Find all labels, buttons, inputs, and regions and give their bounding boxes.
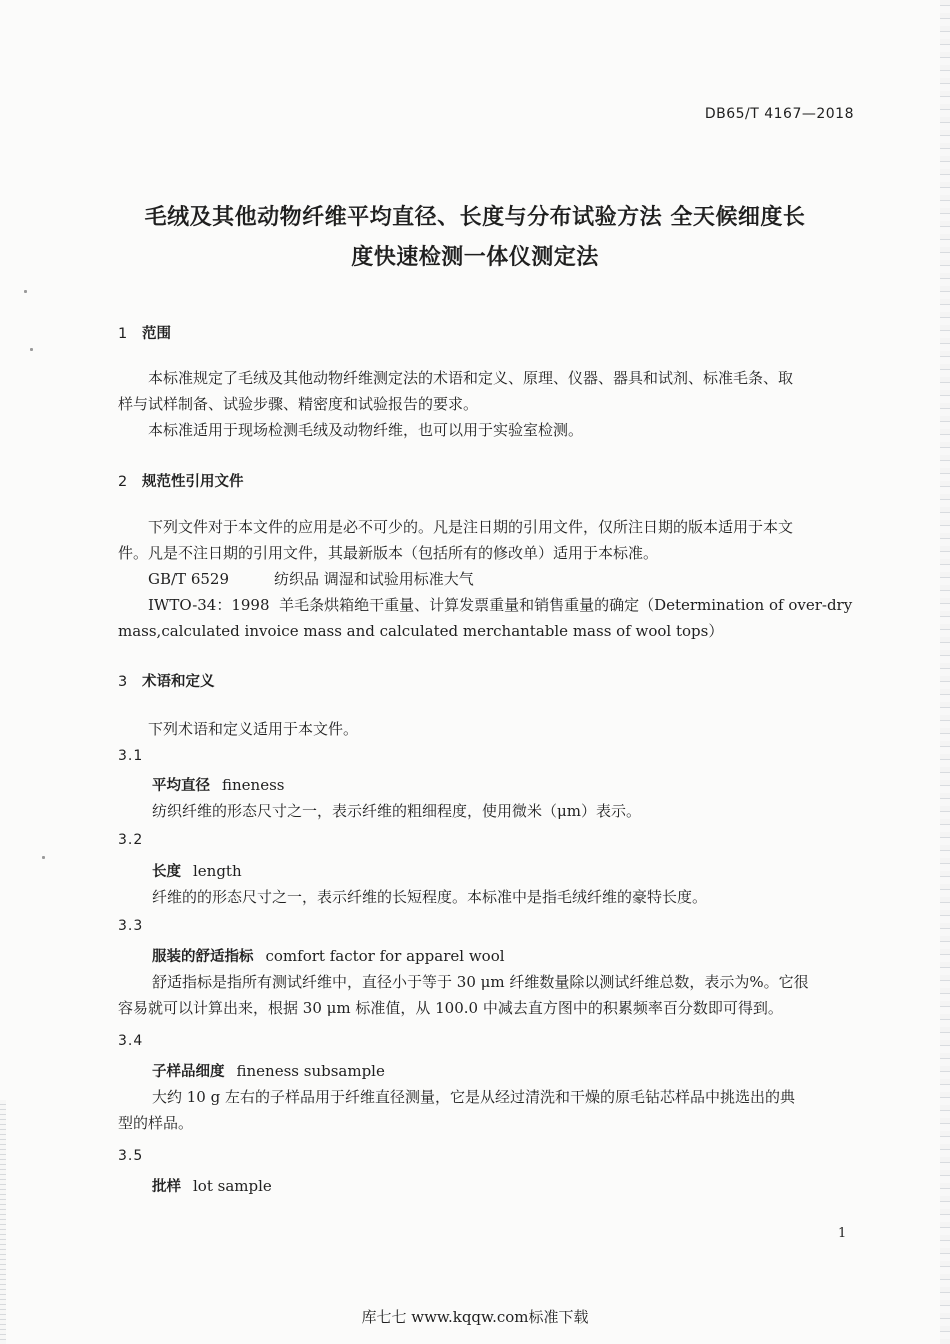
- clause-number: 3.2: [118, 832, 144, 848]
- term-heading: [152, 1175, 272, 1196]
- standard-number: DB65/T 4167—2018: [704, 106, 854, 122]
- term-zh: 平均直径: [152, 778, 210, 794]
- term-en: comfort factor for apparel wool: [265, 947, 505, 965]
- document-title-line1: 毛绒及其他动物纤维平均直径、长度与分布试验方法 全天候细度长: [144, 205, 806, 230]
- term-en: lot sample: [193, 1177, 272, 1195]
- document-title-line2: 度快速检测一体仪测定法: [351, 245, 599, 270]
- clause-number: 3.1: [118, 748, 144, 764]
- scan-speck: [42, 856, 45, 859]
- term-heading: [152, 774, 284, 795]
- term-heading: [152, 860, 242, 881]
- term-en: fineness: [222, 776, 285, 794]
- term-definition: 型的样品。: [118, 1114, 194, 1132]
- term-en: fineness subsample: [236, 1062, 385, 1080]
- clause-number: 3.4: [118, 1033, 144, 1049]
- section-title: 规范性引用文件: [142, 474, 244, 490]
- section-3-heading: [118, 670, 215, 691]
- section-title: 术语和定义: [142, 674, 215, 690]
- section-number: 3: [118, 674, 128, 690]
- section-1-heading: [118, 322, 171, 343]
- reference-title: 羊毛条烘箱绝干重量、计算发票重量和销售重量的确定（Determination of over-dry: [279, 596, 853, 614]
- clause-number: 3.3: [118, 918, 144, 934]
- reference-continuation: mass,calculated invoice mass and calculated merchantable mass of wool tops）: [118, 622, 724, 640]
- section-2-heading: [118, 470, 244, 491]
- term-heading: [152, 945, 505, 966]
- paragraph-line: 下列术语和定义适用于本文件。: [148, 720, 359, 738]
- paragraph-line: 下列文件对于本文件的应用是必不可少的。凡是注日期的引用文件，仅所注日期的版本适用于本文: [148, 518, 794, 536]
- section-title: 范围: [142, 326, 171, 342]
- reference-code: GB/T 6529: [148, 570, 230, 588]
- paragraph-line: 件。凡是不注日期的引用文件，其最新版本（包括所有的修改单）适用于本标准。: [118, 544, 659, 562]
- section-number: 1: [118, 326, 128, 342]
- paragraph-line: 样与试样制备、试验步骤、精密度和试验报告的要求。: [118, 395, 479, 413]
- reference-item: [148, 568, 474, 589]
- term-definition: 纤维的的形态尺寸之一，表示纤维的长短程度。本标准中是指毛绒纤维的豪特长度。: [152, 888, 708, 906]
- term-zh: 批样: [152, 1179, 181, 1195]
- reference-item: [148, 594, 852, 615]
- clause-number: 3.5: [118, 1148, 144, 1164]
- footer-watermark: 库七七 www.kqqw.com标准下载: [361, 1308, 589, 1326]
- term-heading: [152, 1060, 385, 1081]
- page-number: 1: [838, 1226, 847, 1241]
- scan-speck: [30, 348, 33, 351]
- term-zh: 服装的舒适指标: [152, 949, 254, 965]
- term-en: length: [193, 862, 242, 880]
- term-zh: 长度: [152, 864, 181, 880]
- paragraph-line: 本标准适用于现场检测毛绒及动物纤维，也可以用于实验室检测。: [148, 421, 584, 439]
- section-number: 2: [118, 474, 128, 490]
- term-definition: 大约 10 g 左右的子样品用于纤维直径测量，它是从经过清洗和干燥的原毛钻芯样品中挑选出的典: [152, 1088, 795, 1106]
- reference-title: 纺织品 调湿和试验用标准大气: [274, 570, 474, 588]
- reference-code: IWTO-34：1998: [148, 596, 270, 614]
- term-definition: 纺织纤维的形态尺寸之一，表示纤维的粗细程度，使用微米（μm）表示。: [152, 802, 641, 820]
- term-zh: 子样品细度: [152, 1064, 225, 1080]
- scan-speck: [24, 290, 27, 293]
- term-definition: 舒适指标是指所有测试纤维中，直径小于等于 30 μm 纤维数量除以测试纤维总数，表示为%。它很: [152, 973, 809, 991]
- paragraph-line: 本标准规定了毛绒及其他动物纤维测定法的术语和定义、原理、仪器、器具和试剂、标准毛条、取: [148, 369, 794, 387]
- term-definition: 容易就可以计算出来，根据 30 μm 标准值，从 100.0 中减去直方图中的积累频率百分数即可得到。: [118, 999, 783, 1017]
